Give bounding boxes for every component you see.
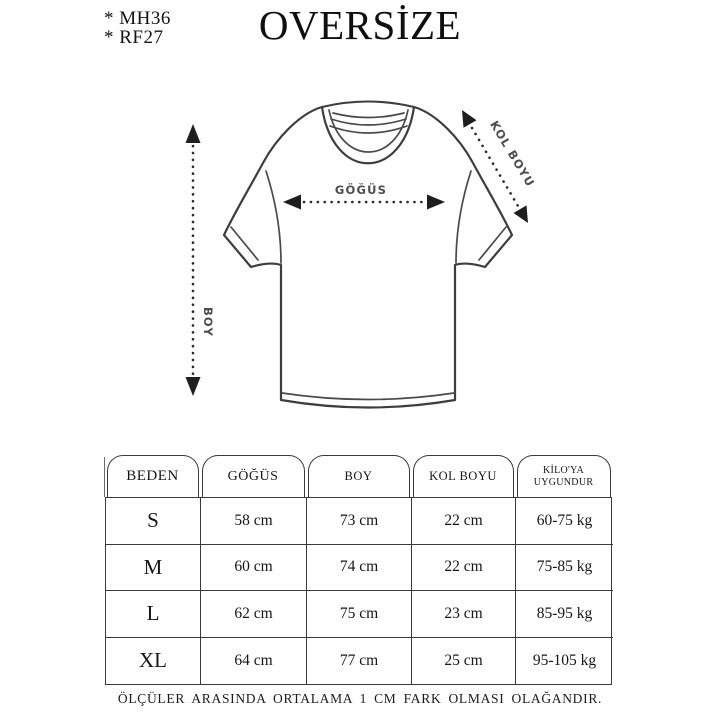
table-cell-boy: 75 cm — [307, 591, 412, 638]
length-arrow-down-icon — [186, 377, 201, 396]
table-cell-kilo: 75-85 kg — [516, 545, 613, 592]
table-cell-kol-boyu: 22 cm — [412, 498, 516, 545]
size-table-body — [105, 497, 612, 685]
table-cell-gogus: 64 cm — [201, 638, 307, 685]
header-kilo-line1: KİLO'YA — [542, 464, 585, 476]
header-beden: BEDEN — [107, 455, 199, 497]
table-cell-boy: 77 cm — [307, 638, 412, 685]
header-kilo — [517, 455, 611, 497]
table-cell-gogus: 60 cm — [201, 545, 307, 592]
table-cell-kol-boyu: 22 cm — [412, 545, 516, 592]
table-cell-size: L — [106, 591, 201, 638]
table-cell-boy: 73 cm — [307, 498, 412, 545]
header-gogus: GÖĞÜS — [202, 455, 305, 497]
size-table-header-row — [105, 455, 612, 497]
collar-top-edge — [322, 102, 414, 108]
product-code-line: * RF27 — [104, 27, 164, 48]
header-kol-boyu: KOL BOYU — [413, 455, 514, 497]
size-table — [105, 455, 612, 685]
table-cell-kilo: 60-75 kg — [516, 498, 613, 545]
table-cell-boy: 74 cm — [307, 545, 412, 592]
header-kilo-line2: UYGUNDUR — [533, 476, 594, 488]
table-cell-gogus: 62 cm — [201, 591, 307, 638]
table-cell-size: M — [106, 545, 201, 592]
product-code-line: * MH36 — [104, 8, 171, 29]
table-left-border-line — [104, 457, 105, 497]
page-title: OVERSİZE — [258, 2, 462, 48]
collar-rib-line — [331, 119, 406, 125]
collar-inner-band — [329, 110, 408, 152]
table-cell-kilo: 85-95 kg — [516, 591, 613, 638]
sleeve-arrow-up-icon — [462, 110, 477, 128]
table-cell-size: S — [106, 498, 201, 545]
header-boy: BOY — [308, 455, 410, 497]
chest-label: GÖĞÜS — [334, 183, 388, 197]
length-label: BOY — [201, 306, 215, 338]
table-cell-size: XL — [106, 638, 201, 685]
sleeve-arrow-down-icon — [514, 205, 529, 223]
collar-rib-line — [333, 113, 404, 118]
table-cell-kol-boyu: 25 cm — [412, 638, 516, 685]
measurement-disclaimer: ÖLÇÜLER ARASINDA ORTALAMA 1 CM FARK OLMASI OLAĞANDIR. — [117, 691, 603, 706]
collar-rib-line — [330, 126, 407, 133]
sleeve-label: KOL BOYU — [487, 118, 538, 190]
length-arrow-up-icon — [186, 124, 201, 143]
table-cell-kilo: 95-105 kg — [532, 651, 597, 669]
table-cell-gogus: 58 cm — [201, 498, 307, 545]
table-cell-kol-boyu: 23 cm — [412, 591, 516, 638]
